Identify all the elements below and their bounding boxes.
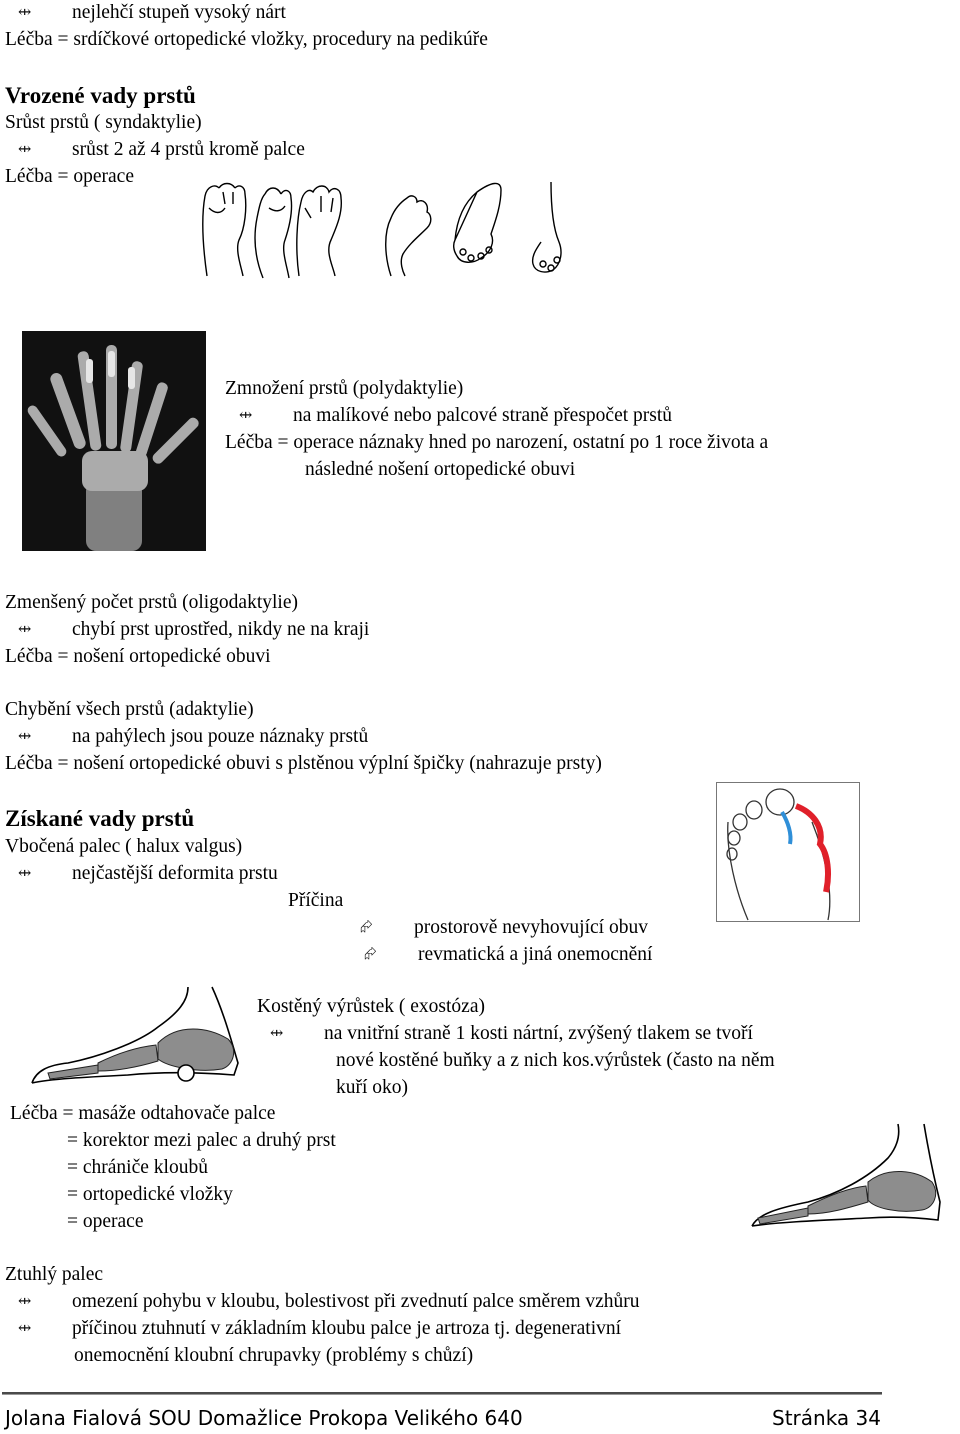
text-line: kuří oko) <box>336 1077 409 1098</box>
bullet-item: ⇹ na malíkové nebo palcové straně přespočet prstů <box>293 403 672 429</box>
text-line: Léčba = masáže odtahovače palce <box>10 1103 276 1124</box>
text-line: Kostěný výrůstek ( exostóza) <box>257 996 485 1017</box>
polydactyly-xray-image <box>22 331 206 551</box>
text-line: Vbočená palec ( halux valgus) <box>5 836 243 857</box>
footer-rule <box>2 1392 882 1395</box>
bullet-item: ⇹ příčinou ztuhnutí v základním kloubu palce je artroza tj. degenerativní <box>72 1316 621 1342</box>
footer-left: Jolana Fialová SOU Domažlice Prokopa Velikého 640 <box>5 1406 523 1430</box>
bullet-item: ⇹ na vnitřní straně 1 kosti nártní, zvýšený tlakem se tvoří <box>324 1021 753 1047</box>
text-line: následné nošení ortopedické obuvi <box>305 459 576 480</box>
syndactyly-illustration <box>195 178 595 280</box>
hallux-valgus-foot-image <box>716 782 860 922</box>
text-line: Léčba = operace náznaky hned po narození, ostatní po 1 roce života a <box>225 432 769 453</box>
text-line: = operace <box>67 1211 144 1232</box>
bullet-item: ⇹ srůst 2 až 4 prstů kromě palce <box>72 137 305 163</box>
text-line: = ortopedické vložky <box>67 1184 233 1205</box>
bullet-item: ⮳ revmatická a jiná onemocnění <box>418 942 652 968</box>
bullet-item: ⇹ chybí prst uprostřed, nikdy ne na kraji <box>72 617 369 643</box>
foot-skeleton-illustration <box>28 983 248 1091</box>
text-line: onemocnění kloubní chrupavky (problémy s chůzí) <box>74 1345 474 1366</box>
text-line: = korektor mezi palec a druhý prst <box>67 1130 336 1151</box>
text-line: Zmenšený počet prstů (oligodaktylie) <box>5 592 298 613</box>
text-line: Zmnožení prstů (polydaktylie) <box>225 378 464 399</box>
text-line: Příčina <box>288 890 344 911</box>
text-line: Ztuhlý palec <box>5 1264 104 1285</box>
text-line: Chybění všech prstů (adaktylie) <box>5 699 254 720</box>
section-heading: Získané vady prstů <box>5 806 195 831</box>
bullet-item: ⇹ na pahýlech jsou pouze náznaky prstů <box>72 724 368 750</box>
bullet-item: ⇹ nejčastější deformita prstu <box>72 861 278 887</box>
foot-skeleton-illustration-2 <box>748 1122 944 1234</box>
text-line: Srůst prstů ( syndaktylie) <box>5 112 202 133</box>
text-line: Léčba = nošení ortopedické obuvi s plstěnou výplní špičky (nahrazuje prsty) <box>5 753 602 774</box>
text-line: Léčba = srdíčkové ortopedické vložky, procedury na pedikúře <box>5 29 488 50</box>
footer-page-number: Stránka 34 <box>772 1406 881 1430</box>
bullet-item: ⮳ prostorově nevyhovující obuv <box>414 915 648 941</box>
text-line: nové kostěné buňky a z nich kos.výrůstek (často na něm <box>336 1050 775 1071</box>
section-heading: Vrozené vady prstů <box>5 83 196 108</box>
text-line: = chrániče kloubů <box>67 1157 208 1178</box>
text-line: Léčba = nošení ortopedické obuvi <box>5 646 271 667</box>
text-line: Léčba = operace <box>5 166 134 187</box>
bullet-item: ⇹ nejlehčí stupeň vysoký nárt <box>72 0 286 26</box>
bullet-item: ⇹ omezení pohybu v kloubu, bolestivost při zvednutí palce směrem vzhůru <box>72 1289 640 1315</box>
